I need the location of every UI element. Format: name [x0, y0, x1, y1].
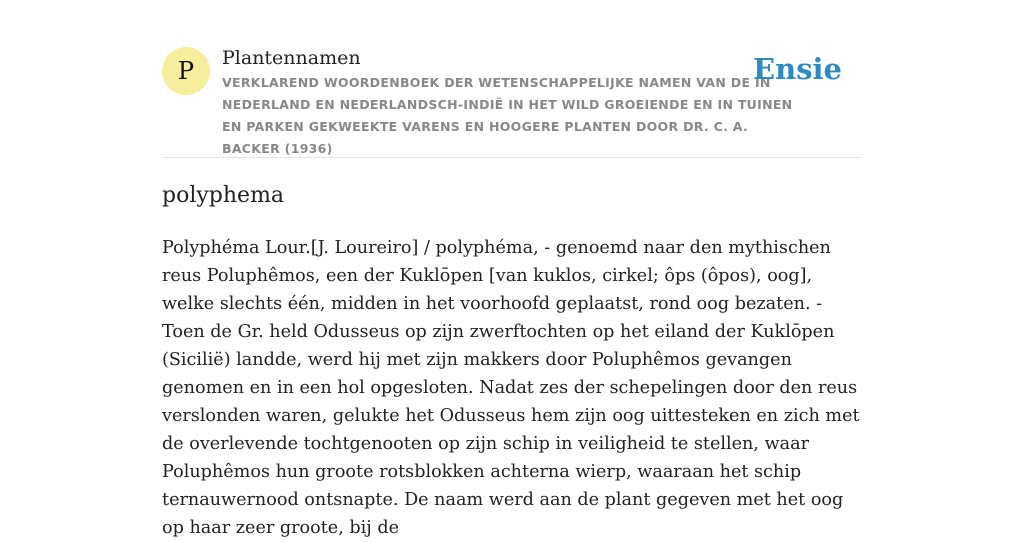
- dictionary-name-link[interactable]: Plantennamen: [222, 47, 361, 69]
- dictionary-avatar[interactable]: P: [162, 47, 210, 95]
- ensie-logo-link[interactable]: Ensie: [753, 52, 842, 86]
- entry-headword: polyphema: [162, 183, 285, 208]
- dictionary-header: [162, 44, 862, 158]
- entry-definition: Polyphéma Lour.[J. Loureiro] / polyphéma, - genoemd naar den mythischen reus Poluphêmos, een der Kuklōpen [van kuklos, cirkel; ôps (ôpos), oog], welke slechts één, midden in het voorhoofd geplaatst, rond oog bezaten. - Toen de Gr. held Odusseus op zijn zwerftochten op het eiland der Kuklōpen (Sicilië) landde, werd hij met zijn makkers door Poluphêmos gevangen genomen en in een hol opgesloten. Nadat zes der schepelingen door den reus verslonden waren, gelukte het Odusseus hem zijn oog uittesteken en zich met de overlevende tochtgenooten op zijn schip in veiligheid te stellen, waar Poluphêmos hun groote rotsblokken achterna wierp, waaraan het schip ternauwernood ontsnapte. De naam werd aan de plant gegeven met het oog op haar zeer groote, bij de: [162, 238, 860, 538]
- dictionary-subtitle: VERKLAREND WOORDENBOEK DER WETENSCHAPPELIJKE NAMEN VAN DE IN NEDERLAND EN NEDERLANDSCH-INDIË IN HET WILD GROEIENDE EN IN TUINEN EN PARKEN GEKWEEKTE VARENS EN HOOGERE PLANTEN DOOR DR. C. A. BACKER (1936): [222, 75, 793, 156]
